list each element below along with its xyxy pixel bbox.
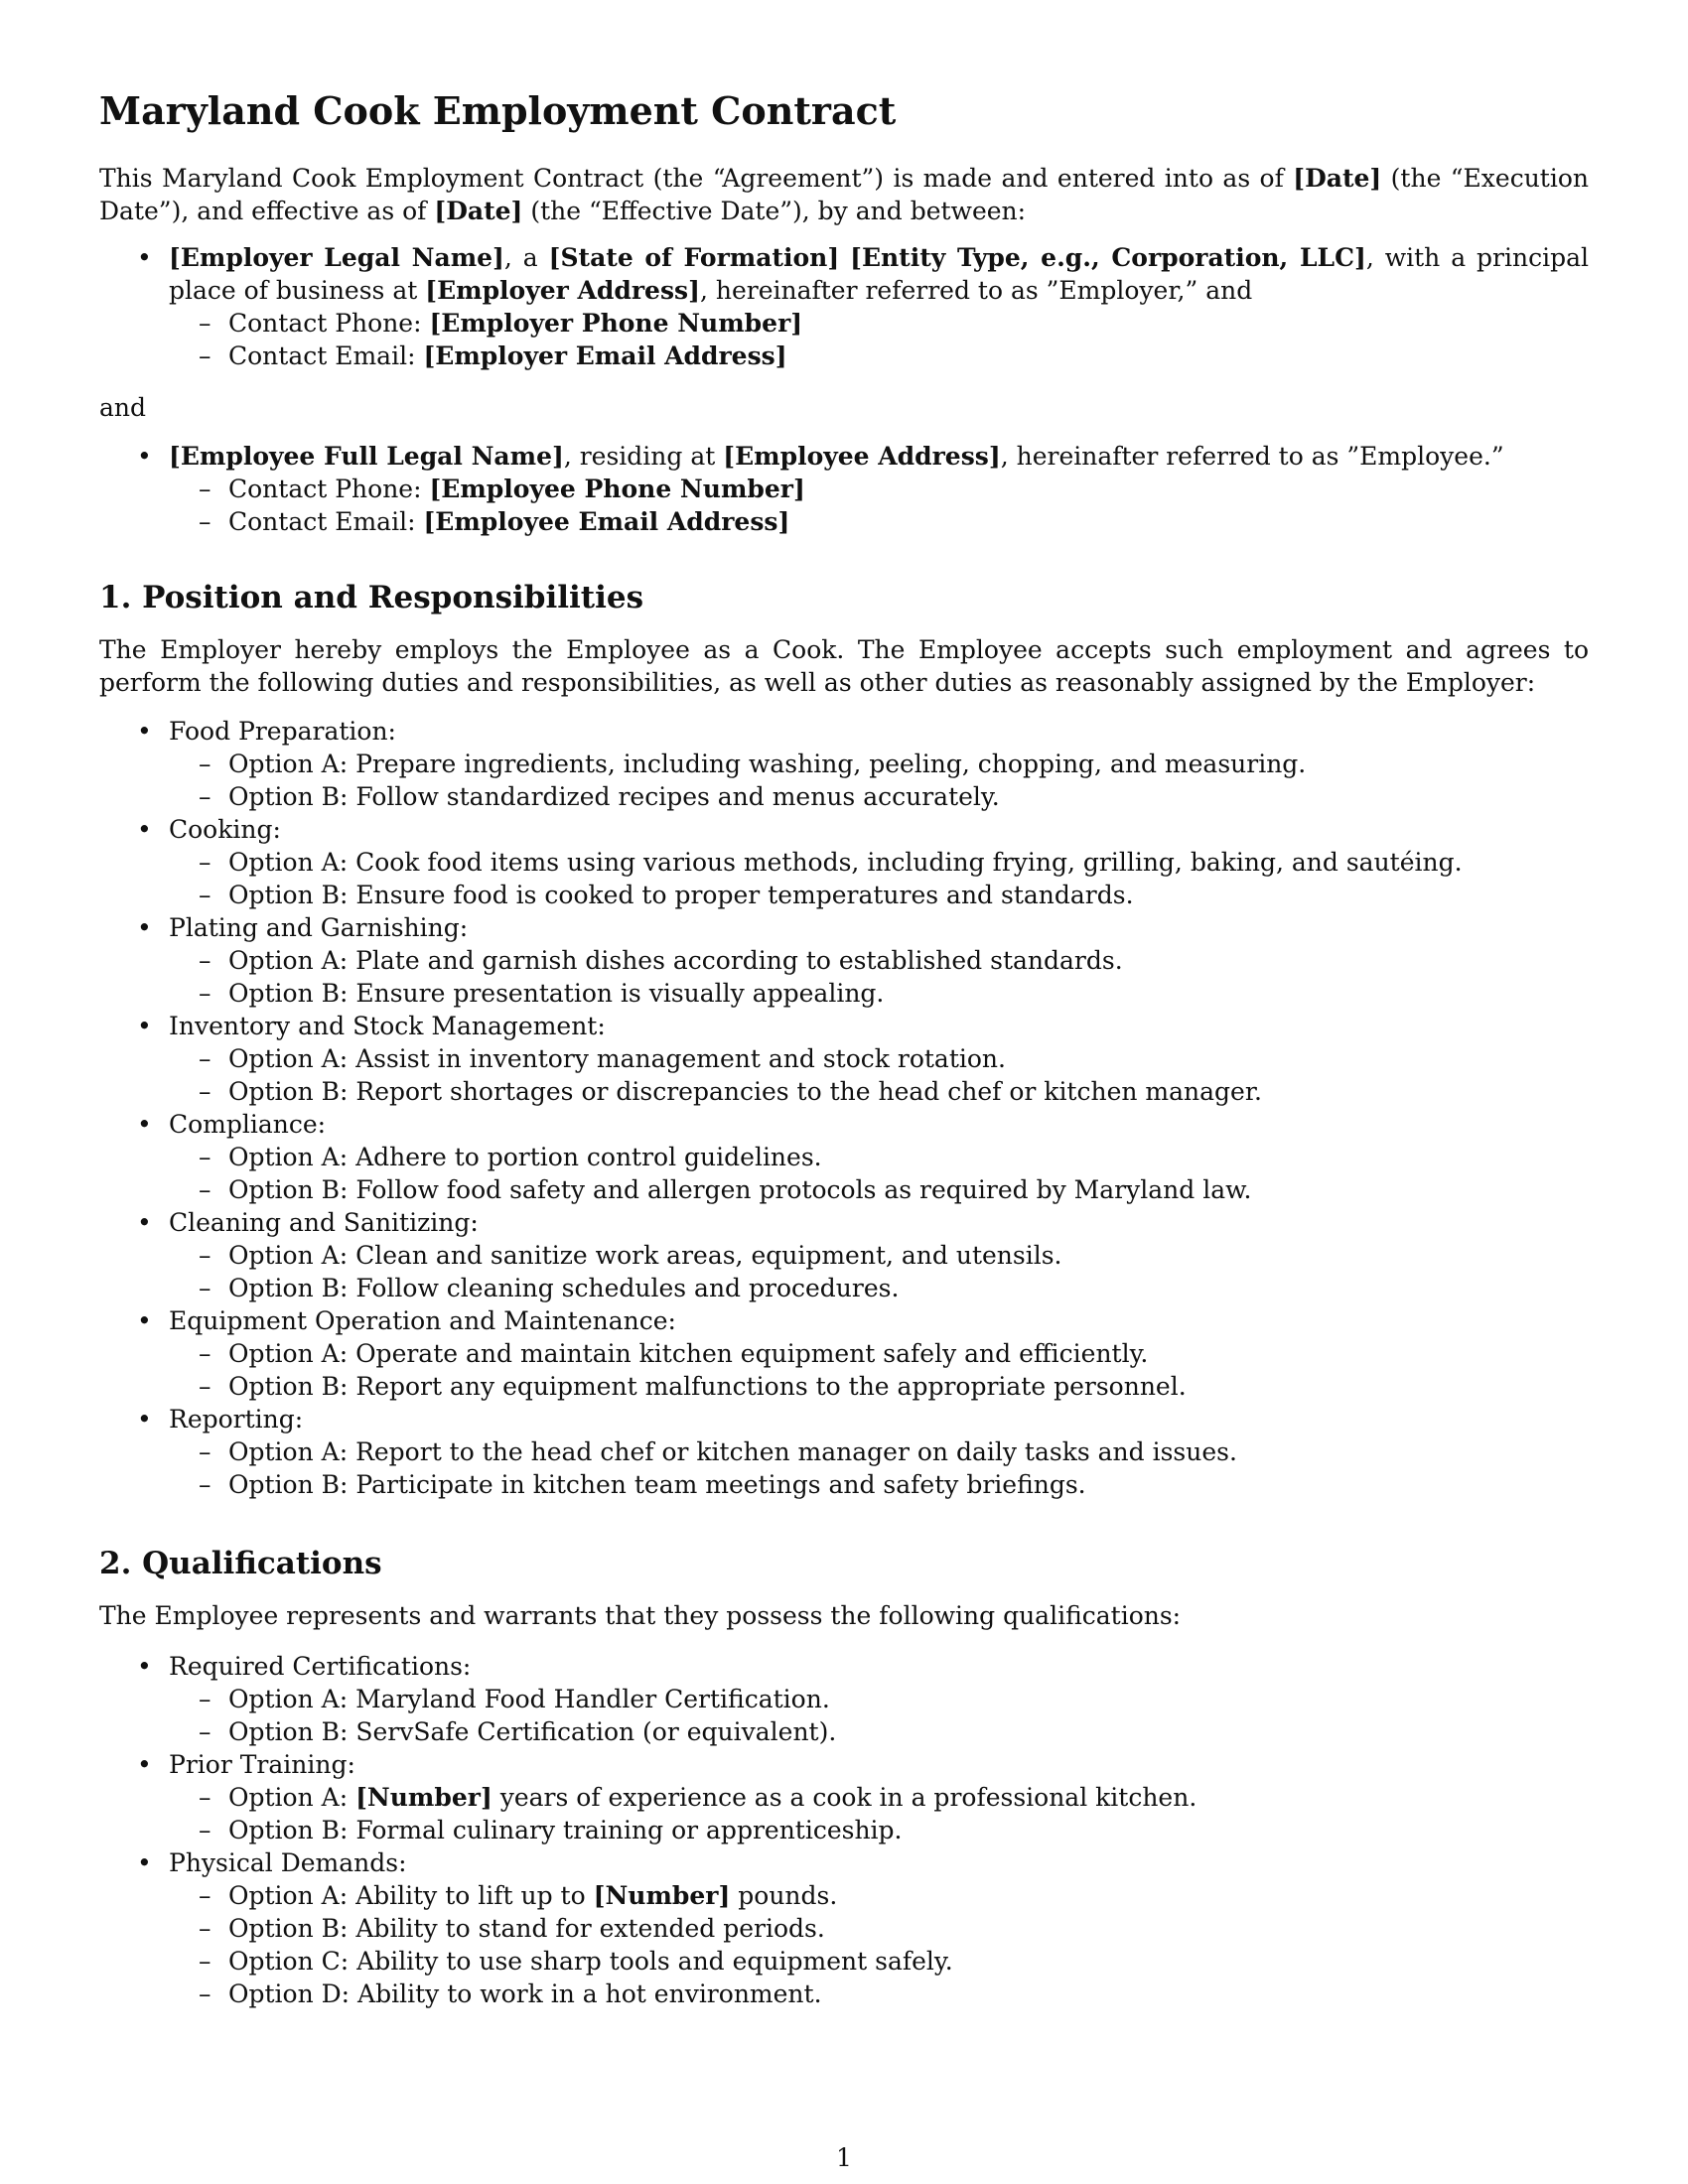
list-item: – Option C: Ability to use sharp tools and equipment safely. [99, 1945, 1589, 1978]
email-label: Contact Email: [228, 341, 424, 370]
section-1-heading: 1. Position and Responsibilities [99, 580, 644, 615]
section-2-paragraph: The Employee represents and warrants that they possess the following qualifications: [99, 1601, 1182, 1630]
employer-email-placeholder: [Employer Email Address] [423, 341, 787, 370]
employee-email-placeholder: [Employee Email Address] [423, 507, 790, 536]
list-item: • Physical Demands: [99, 1846, 1589, 1879]
employer-phone-placeholder: [Employer Phone Number] [429, 309, 803, 338]
list-item: – Option A: Cook food items using various methods, including frying, grilling, baking, and sautéing. [99, 846, 1589, 879]
employer-details [99, 241, 1589, 307]
list-item: – Option A: Clean and sanitize work areas, equipment, and utensils. [99, 1239, 1589, 1272]
intro-text: (the “Execution Date”), and effective as of [99, 164, 1589, 225]
list-item: – Option A: Operate and maintain kitchen equipment safely and efficiently. [99, 1337, 1589, 1370]
employee-email [99, 505, 1589, 538]
list-item: – Option A: Assist in inventory management and stock rotation. [99, 1042, 1589, 1075]
list-item: • Required Certifications: [99, 1650, 1589, 1683]
employee-address-placeholder: [Employee Address] [723, 442, 1001, 471]
number-placeholder: [Number] [355, 1783, 492, 1812]
list-item: • Compliance: [99, 1108, 1589, 1141]
employer-name-placeholder: [Employer Legal Name] [169, 243, 504, 272]
list-item: – Option B: Ensure presentation is visually appealing. [99, 977, 1589, 1010]
list-item: – Option B: Follow standardized recipes and menus accurately. [99, 780, 1589, 813]
section-2-heading: 2. Qualifications [99, 1546, 382, 1581]
option-text: Option A: [228, 1783, 356, 1812]
employee-text: , hereinafter referred to as ”Employee.” [1000, 442, 1504, 471]
employee-details [99, 440, 1589, 473]
phone-label: Contact Phone: [228, 475, 430, 503]
employer-party [99, 241, 1589, 372]
entity-type-placeholder: [Entity Type, e.g., Corporation, LLC] [850, 243, 1366, 272]
employee-phone [99, 473, 1589, 505]
list-item: – Option A: Report to the head chef or kitchen manager on daily tasks and issues. [99, 1435, 1589, 1468]
intro-text: (the “Effective Date”), by and between: [522, 197, 1027, 225]
list-item: – Option B: Follow food safety and allergen protocols as required by Maryland law. [99, 1173, 1589, 1206]
number-placeholder: [Number] [593, 1881, 731, 1910]
employer-email [99, 340, 1589, 372]
email-label: Contact Email: [228, 507, 424, 536]
list-item: • Food Preparation: [99, 715, 1589, 748]
employee-name-placeholder: [Employee Full Legal Name] [169, 442, 564, 471]
list-item: – Option A: Adhere to portion control guidelines. [99, 1141, 1589, 1173]
list-item: – Option D: Ability to work in a hot environment. [99, 1978, 1589, 2010]
option-text: Option A: Ability to lift up to [228, 1881, 594, 1910]
intro-text: This Maryland Cook Employment Contract (the “Agreement”) is made and entered into as of [99, 164, 1294, 193]
list-item: • Equipment Operation and Maintenance: [99, 1304, 1589, 1337]
list-item: – Option A: Prepare ingredients, including washing, peeling, chopping, and measuring. [99, 748, 1589, 780]
and-text: and [99, 393, 147, 422]
list-item: • Cleaning and Sanitizing: [99, 1206, 1589, 1239]
state-placeholder: [State of Formation] [548, 243, 840, 272]
list-item [99, 1781, 1589, 1814]
list-item: – Option B: Report any equipment malfunctions to the appropriate personnel. [99, 1370, 1589, 1403]
employee-party [99, 440, 1589, 538]
list-item: – Option B: Follow cleaning schedules and procedures. [99, 1272, 1589, 1304]
list-item: • Reporting: [99, 1403, 1589, 1435]
list-item: • Prior Training: [99, 1748, 1589, 1781]
employee-phone-placeholder: [Employee Phone Number] [429, 475, 805, 503]
phone-label: Contact Phone: [228, 309, 430, 338]
page-number: 1 [836, 2143, 852, 2172]
list-item: • Plating and Garnishing: [99, 911, 1589, 944]
list-item: – Option B: Ensure food is cooked to proper temperatures and standards. [99, 879, 1589, 911]
list-item: • Inventory and Stock Management: [99, 1010, 1589, 1042]
employer-text: , a [503, 243, 549, 272]
list-item: – Option A: Maryland Food Handler Certification. [99, 1683, 1589, 1715]
list-item [99, 1879, 1589, 1912]
list-item: – Option A: Plate and garnish dishes according to established standards. [99, 944, 1589, 977]
employer-text [839, 243, 850, 272]
employer-address-placeholder: [Employer Address] [425, 276, 700, 305]
execution-date-placeholder: [Date] [1293, 164, 1382, 193]
qualifications-list [99, 1650, 1589, 2010]
list-item: – Option B: Participate in kitchen team meetings and safety briefings. [99, 1468, 1589, 1501]
responsibilities-list [99, 715, 1589, 1501]
employer-text: , with a principal place of business at [169, 243, 1590, 305]
employer-phone [99, 307, 1589, 340]
section-1-paragraph: The Employer hereby employs the Employee as a Cook. The Employee accepts such employment and agrees to perform the following duties and responsibilities, as well as other duties as reasonably assigned by the Employer: [99, 635, 1589, 697]
list-item: – Option B: Ability to stand for extended periods. [99, 1912, 1589, 1945]
option-text: pounds. [730, 1881, 838, 1910]
option-text: years of experience as a cook in a professional kitchen. [492, 1783, 1197, 1812]
list-item: – Option B: Formal culinary training or apprenticeship. [99, 1814, 1589, 1846]
list-item: • Cooking: [99, 813, 1589, 846]
employer-text: , hereinafter referred to as ”Employer,” and [699, 276, 1253, 305]
intro-paragraph [99, 162, 1589, 227]
list-item: – Option B: ServSafe Certification (or equivalent). [99, 1715, 1589, 1748]
list-item: – Option B: Report shortages or discrepancies to the head chef or kitchen manager. [99, 1075, 1589, 1108]
employee-text: , residing at [563, 442, 724, 471]
effective-date-placeholder: [Date] [434, 197, 523, 225]
document-title: Maryland Cook Employment Contract [99, 88, 897, 133]
